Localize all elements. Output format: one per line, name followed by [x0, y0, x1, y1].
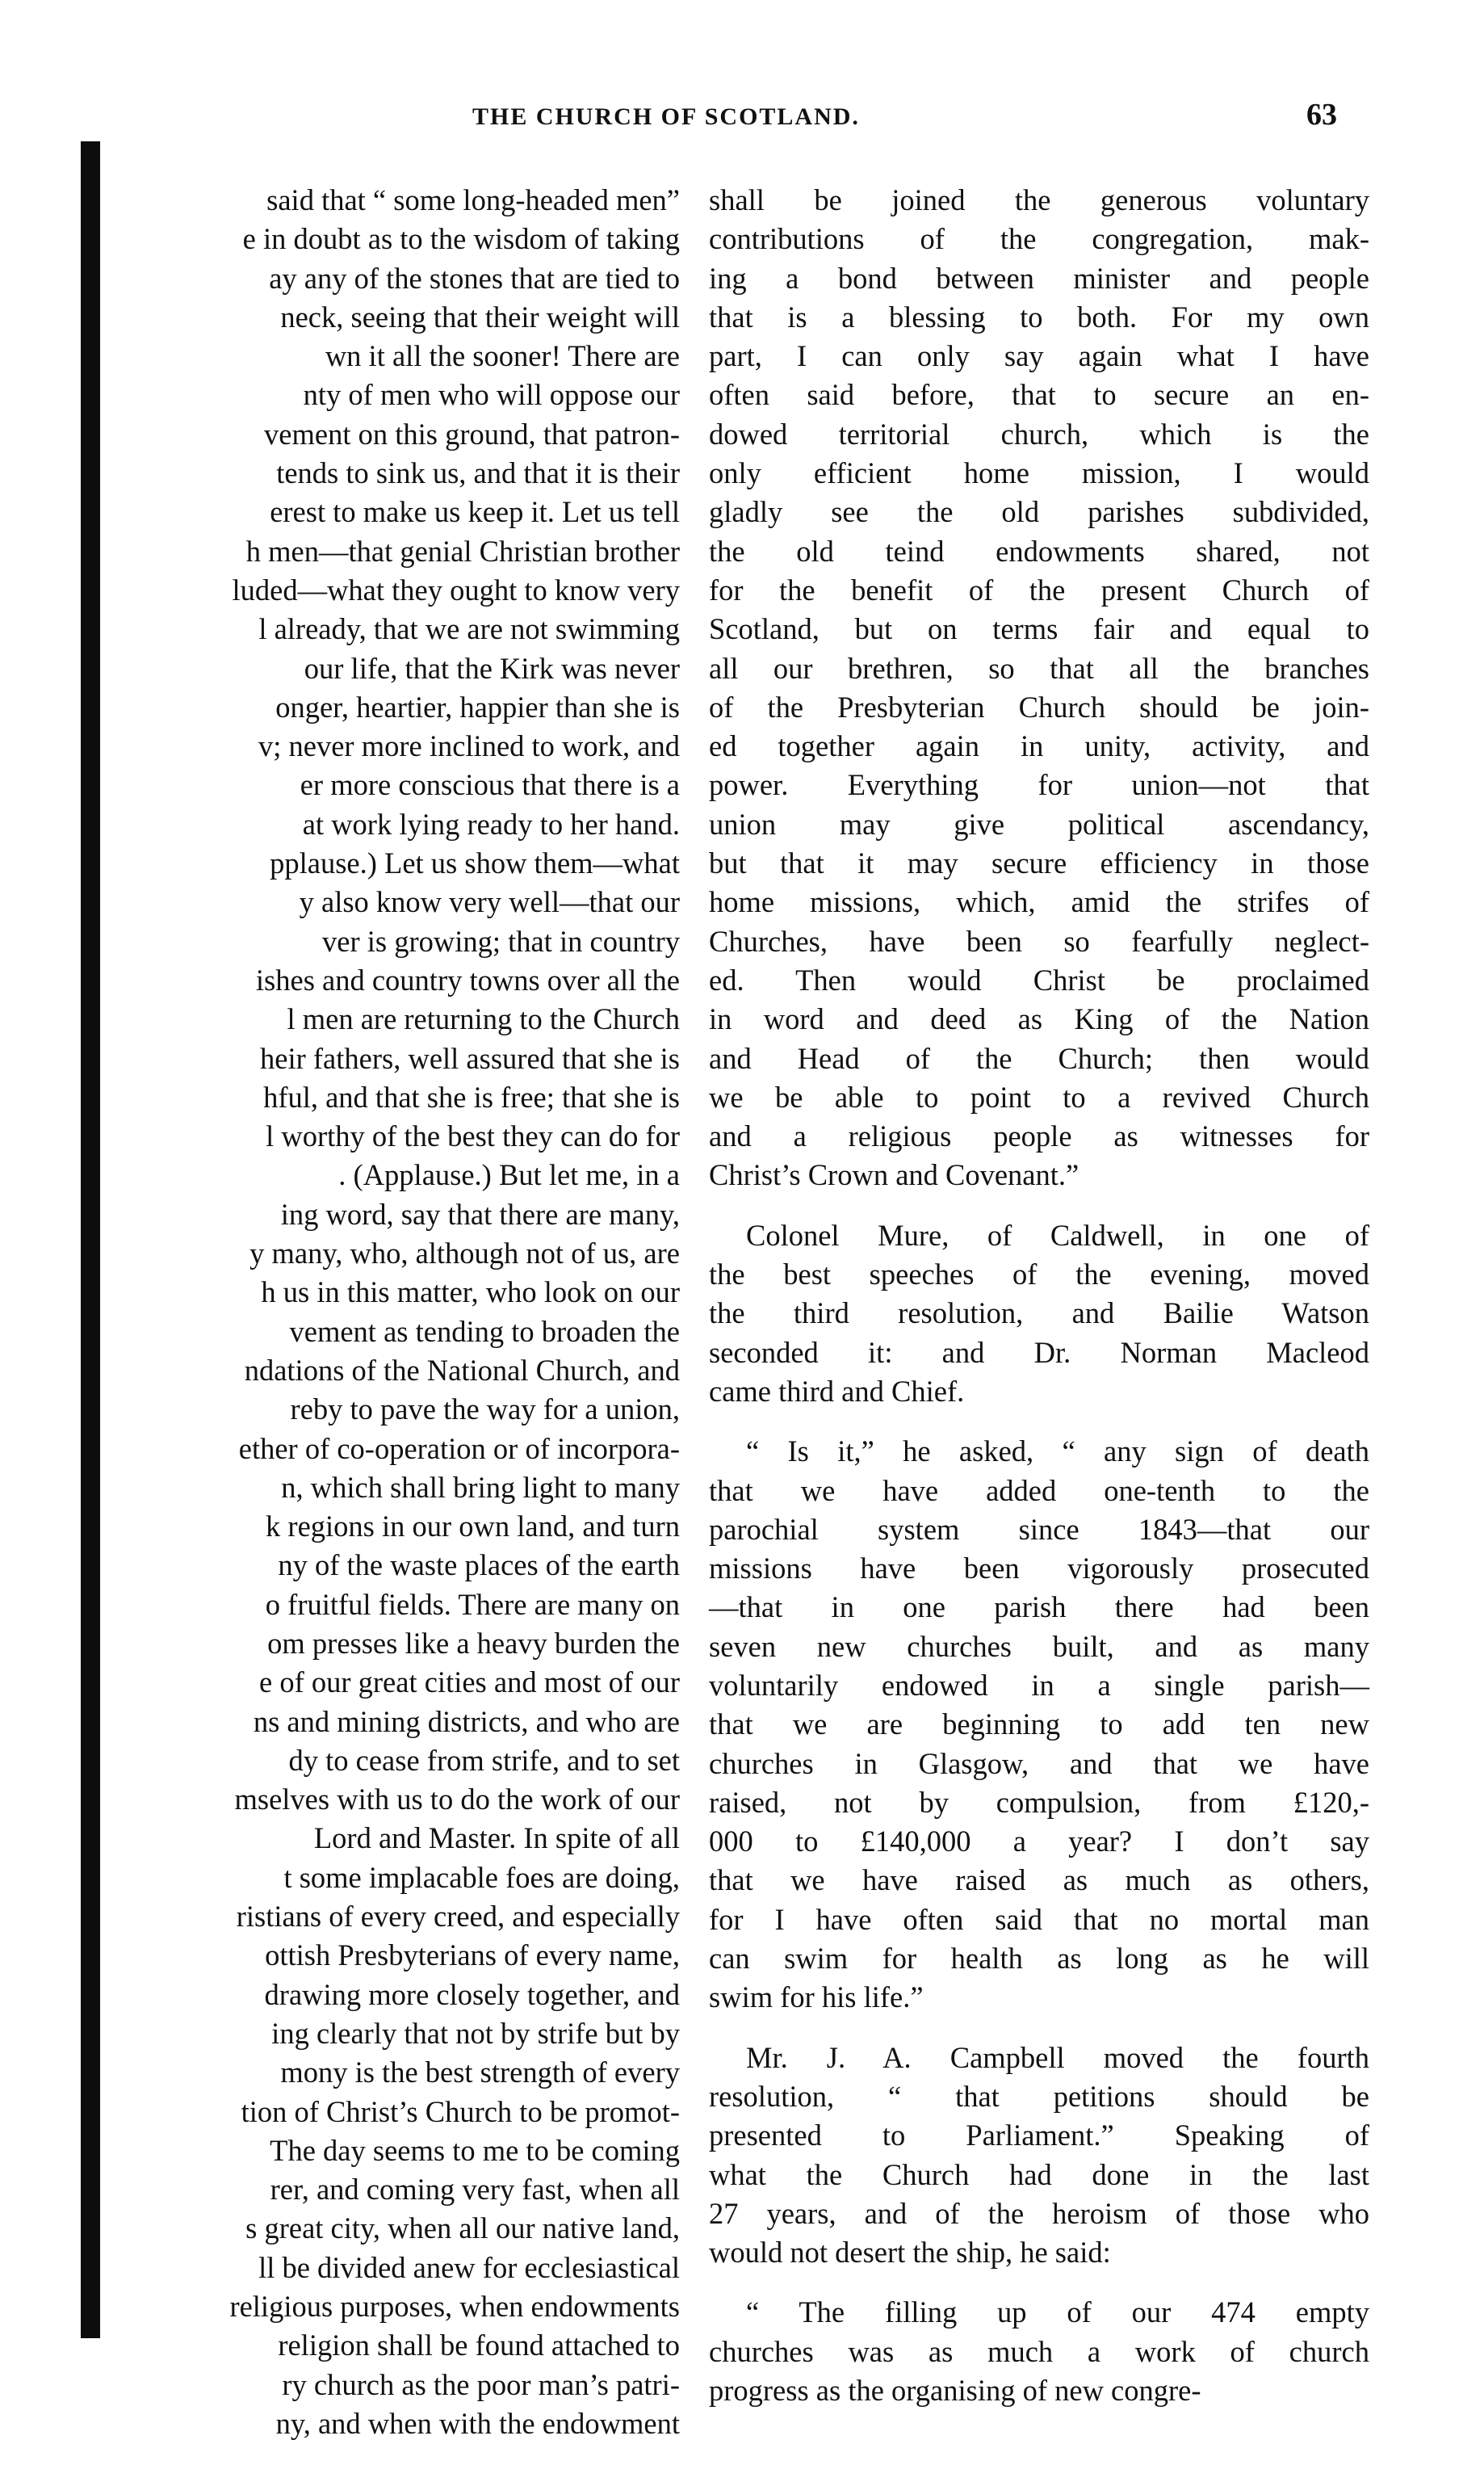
- text-line: for I have often said that no mortal man: [709, 1902, 1369, 1936]
- paragraph-gap: [709, 2272, 1369, 2293]
- text-line: Mr. J. A. Campbell moved the fourth: [746, 2040, 1369, 2074]
- text-line: churches was as much a work of church: [709, 2334, 1369, 2368]
- text-line: and Head of the Church; then would: [709, 1041, 1369, 1075]
- text-line: ed. Then would Christ be proclaimed: [709, 963, 1369, 997]
- text-line: Churches, have been so fearfully neglect-: [709, 924, 1369, 958]
- text-line: e in doubt as to the wisdom of taking: [242, 222, 680, 256]
- paragraph-gap: [709, 2018, 1369, 2039]
- text-line: voluntarily endowed in a single parish—: [709, 1668, 1369, 1702]
- text-line: the old teind endowments shared, not: [709, 534, 1369, 568]
- text-line: union may give political ascendancy,: [709, 807, 1369, 841]
- text-line: reby to pave the way for a union,: [290, 1392, 680, 1426]
- page-number: 63: [1306, 98, 1337, 132]
- text-line: mony is the best strength of every: [280, 2056, 680, 2089]
- text-line: can swim for health as long as he will: [709, 1942, 1369, 1976]
- text-line: y also know very well—that our: [299, 885, 680, 919]
- running-head: THE CHURCH OF SCOTLAND.: [472, 103, 860, 130]
- text-line: raised, not by compulsion, from £120,-: [709, 1785, 1369, 1819]
- text-line: vement as tending to broaden the: [289, 1314, 680, 1348]
- text-line: h us in this matter, who look on our: [261, 1275, 680, 1309]
- text-line: erest to make us keep it. Let us tell: [270, 495, 680, 529]
- text-line: mselves with us to do the work of our: [234, 1783, 680, 1816]
- text-line: ishes and country towns over all the: [255, 963, 680, 997]
- text-line: tends to sink us, and that it is their: [276, 456, 680, 490]
- text-line: ottish Presbyterians of every name,: [265, 1938, 680, 1972]
- text-line: ns and mining districts, and who are: [253, 1704, 680, 1738]
- text-line: religious purposes, when endowments: [229, 2290, 680, 2324]
- text-line: 27 years, and of the heroism of those who: [709, 2196, 1369, 2230]
- paragraph: [709, 181, 1369, 1195]
- text-line: ing clearly that not by strife but by: [271, 2016, 680, 2050]
- text-line: v; never more inclined to work, and: [258, 729, 680, 763]
- text-line: gladly see the old parishes subdivided,: [709, 495, 1369, 529]
- text-line: home missions, which, amid the strifes of: [709, 885, 1369, 919]
- text-line: ing word, say that there are many,: [280, 1197, 680, 1231]
- text-line: 000 to £140,000 a year? I don’t say: [709, 1825, 1369, 1858]
- text-line: nty of men who will oppose our: [303, 378, 680, 412]
- text-line: pplause.) Let us show them—what: [270, 846, 680, 880]
- text-line: t some implacable foes are doing,: [283, 1860, 680, 1894]
- text-line: wn it all the sooner! There are: [325, 339, 680, 373]
- text-line: heir fathers, well assured that she is: [260, 1041, 680, 1075]
- text-line: often said before, that to secure an en-: [709, 378, 1369, 412]
- text-line: ny of the waste places of the earth: [278, 1548, 680, 1582]
- text-line: neck, seeing that their weight will: [280, 300, 680, 334]
- text-line: that is a blessing to both. For my own: [709, 300, 1369, 334]
- text-line: hful, and that she is free; that she is: [263, 1080, 680, 1114]
- binding-gutter-shadow: [81, 141, 100, 2338]
- text-line: Colonel Mure, of Caldwell, in one of: [746, 1218, 1369, 1252]
- text-line: of the Presbyterian Church should be join-: [709, 690, 1369, 724]
- text-line: luded—what they ought to know very: [232, 573, 680, 607]
- text-line: y many, who, although not of us, are: [249, 1237, 680, 1270]
- text-line: h men—that genial Christian brother: [245, 534, 680, 568]
- text-line: and a religious people as witnesses for: [709, 1119, 1369, 1153]
- text-line: ether of co-operation or of incorpora-: [238, 1431, 680, 1465]
- text-line: n, which shall bring light to many: [281, 1470, 680, 1504]
- text-line: ing a bond between minister and people: [709, 261, 1369, 295]
- text-line: ver is growing; that in country: [322, 924, 680, 958]
- text-line: came third and Chief.: [709, 1374, 965, 1408]
- text-line: ny, and when with the endowment: [275, 2406, 680, 2440]
- text-line: we be able to point to a revived Church: [709, 1080, 1369, 1114]
- text-line: but that it may secure efficiency in those: [709, 846, 1369, 880]
- text-line: presented to Parliament.” Speaking of: [709, 2119, 1369, 2152]
- text-line: l already, that we are not swimming: [258, 612, 680, 646]
- text-line: e of our great cities and most of our: [259, 1665, 680, 1699]
- text-line: missions have been vigorously prosecuted: [709, 1552, 1369, 1585]
- right-column: [709, 181, 1369, 2410]
- text-line: tion of Christ’s Church to be promot-: [241, 2094, 680, 2128]
- text-line: ndations of the National Church, and: [244, 1353, 680, 1387]
- left-column: [123, 181, 680, 2443]
- text-line: Scotland, but on terms fair and equal to: [709, 612, 1369, 646]
- text-line: churches in Glasgow, and that we have: [709, 1746, 1369, 1780]
- text-line: o fruitful fields. There are many on: [265, 1587, 680, 1621]
- text-line: progress as the organising of new congre-: [709, 2374, 1201, 2408]
- text-line: part, I can only say again what I have: [709, 339, 1369, 373]
- text-line: om presses like a heavy burden the: [267, 1626, 680, 1660]
- text-line: religion shall be found attached to: [278, 2329, 680, 2362]
- paragraph-gap: [709, 1195, 1369, 1216]
- text-line: would not desert the ship, he said:: [709, 2236, 1111, 2270]
- text-line: rer, and coming very fast, when all: [270, 2173, 680, 2207]
- text-line: Lord and Master. In spite of all: [313, 1821, 680, 1855]
- text-line: s great city, when all our native land,: [245, 2211, 680, 2245]
- text-line: our life, that the Kirk was never: [304, 651, 680, 685]
- text-line: ry church as the poor man’s patri-: [282, 2367, 680, 2401]
- text-line: shall be joined the generous voluntary: [709, 183, 1369, 216]
- text-line: the third resolution, and Bailie Watson: [709, 1296, 1369, 1330]
- text-line: said that “ some long-headed men”: [266, 183, 680, 216]
- text-line: ed together again in unity, activity, and: [709, 729, 1369, 763]
- text-line: for the benefit of the present Church of: [709, 573, 1369, 607]
- text-line: that we have raised as much as others,: [709, 1863, 1369, 1897]
- text-line: the best speeches of the evening, moved: [709, 1258, 1369, 1291]
- text-line: l men are returning to the Church: [287, 1002, 680, 1036]
- paragraph: [709, 1216, 1369, 1411]
- text-line: what the Church had done in the last: [709, 2157, 1369, 2191]
- text-line: —that in one parish there had been: [709, 1590, 1369, 1624]
- text-line: in word and deed as King of the Nation: [709, 1002, 1369, 1036]
- text-line: Christ’s Crown and Covenant.”: [709, 1158, 1079, 1192]
- paragraph-gap: [709, 1411, 1369, 1432]
- text-line: dy to cease from strife, and to set: [288, 1743, 680, 1777]
- text-line: ay any of the stones that are tied to: [269, 261, 680, 295]
- text-line: at work lying ready to her hand.: [302, 807, 680, 841]
- text-line: swim for his life.”: [709, 1980, 924, 2014]
- text-line: drawing more closely together, and: [264, 1977, 680, 2011]
- text-line: that we are beginning to add ten new: [709, 1707, 1369, 1741]
- text-line: “ Is it,” he asked, “ any sign of death: [746, 1434, 1369, 1468]
- text-line: all our brethren, so that all the branches: [709, 651, 1369, 685]
- text-line: l worthy of the best they can do for: [266, 1119, 680, 1153]
- text-line: k regions in our own land, and turn: [266, 1510, 680, 1543]
- text-line: dowed territorial church, which is the: [709, 417, 1369, 451]
- text-line: ll be divided anew for ecclesiastical: [258, 2250, 680, 2284]
- text-line: . (Applause.) But let me, in a: [338, 1158, 680, 1192]
- text-line: The day seems to me to be coming: [270, 2133, 680, 2167]
- text-line: that we have added one-tenth to the: [709, 1473, 1369, 1507]
- paragraph: [709, 2039, 1369, 2273]
- text-line: only efficient home mission, I would: [709, 456, 1369, 490]
- paragraph: [709, 1432, 1369, 2017]
- text-line: power. Everything for union—not that: [709, 768, 1369, 802]
- text-line: parochial system since 1843—that our: [709, 1512, 1369, 1546]
- text-line: seconded it: and Dr. Norman Macleod: [709, 1335, 1369, 1369]
- text-line: onger, heartier, happier than she is: [275, 690, 680, 724]
- text-line: seven new churches built, and as many: [709, 1629, 1369, 1663]
- text-line: “ The filling up of our 474 empty: [746, 2295, 1369, 2329]
- text-line: contributions of the congregation, mak-: [709, 222, 1369, 256]
- text-line: vement on this ground, that patron-: [264, 417, 680, 451]
- text-line: resolution, “ that petitions should be: [709, 2079, 1369, 2113]
- text-line: ristians of every creed, and especially: [236, 1900, 680, 1934]
- text-line: er more conscious that there is a: [300, 768, 680, 802]
- paragraph: [709, 2293, 1369, 2410]
